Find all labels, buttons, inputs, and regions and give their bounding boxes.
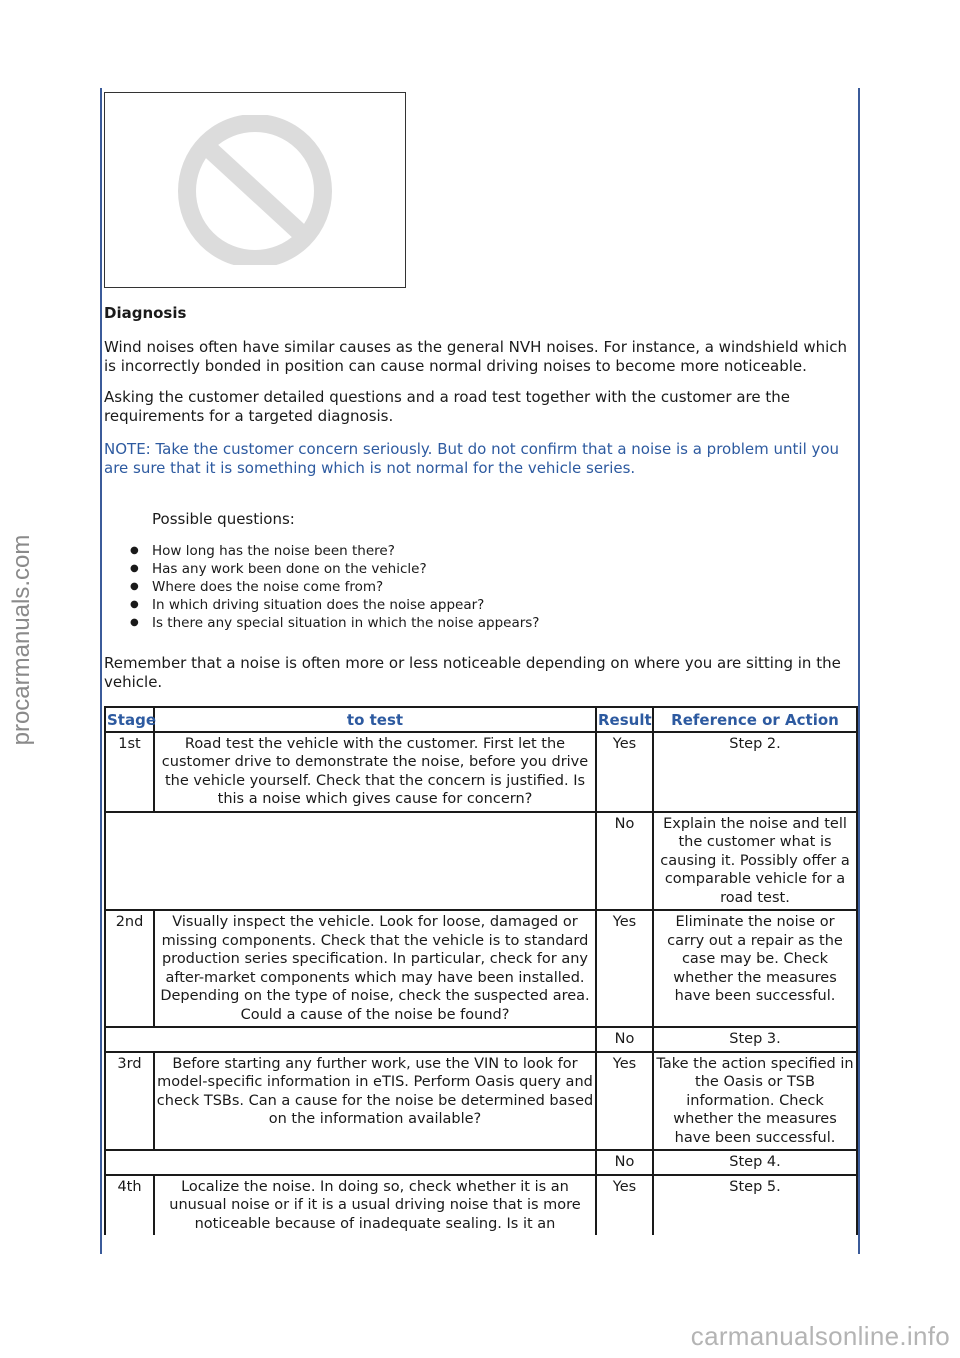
- test-cell: Before starting any further work, use the VIN to look for model-specific information in eTIS. Perform Oasis query and check TSBs. Can a cause for the noise be determined based on the information available?: [154, 1052, 596, 1151]
- table-header-row: [105, 707, 857, 732]
- table-row: [105, 732, 857, 812]
- list-item: ● Has any work been done on the vehicle?: [152, 560, 856, 578]
- action-cell: Eliminate the noise or carry out a repair as the case may be. Check whether the measures have been successful.: [653, 910, 857, 1027]
- header-result: Result: [596, 707, 653, 732]
- table-row: [105, 1052, 857, 1151]
- test-cell: Visually inspect the vehicle. Look for loose, damaged or missing components. Check that the vehicle is to standard production series specification. In particular, check for any after-market components which may have been installed. Depending on the type of noise, check the suspected area. Could a cause of the noise be found?: [154, 910, 596, 1027]
- list-item: ● Is there any special situation in which the noise appears?: [152, 614, 856, 632]
- side-watermark-text: procarmanuals.com: [8, 534, 35, 746]
- table-row: [105, 1175, 857, 1236]
- stage-cell: 3rd: [105, 1052, 154, 1151]
- list-item: ● Where does the noise come from?: [152, 578, 856, 596]
- prohibited-placeholder-icon: [145, 115, 365, 265]
- test-cell: Road test the vehicle with the customer. First let the customer drive to demonstrate the noise, before you drive the vehicle yourself. Check that the concern is justified. Is this a noise which gives cause for concern?: [154, 732, 596, 812]
- table-row: [105, 1150, 857, 1175]
- header-stage: Stage: [105, 707, 154, 732]
- image-placeholder: [104, 92, 406, 288]
- empty-cell: [105, 1150, 596, 1175]
- table-row: [105, 812, 857, 911]
- stage-cell: 4th: [105, 1175, 154, 1236]
- right-frame-line: [858, 88, 860, 1254]
- stage-cell: 2nd: [105, 910, 154, 1027]
- requirements-paragraph: Asking the customer detailed questions and a road test together with the customer are the requirements for a targeted diagnosis.: [104, 388, 790, 425]
- remember-paragraph: Remember that a noise is often more or less noticeable depending on where you are sitting in the vehicle.: [104, 654, 841, 691]
- intro-paragraph: Wind noises often have similar causes as the general NVH noises. For instance, a windshield which is incorrectly bonded in position can cause normal driving noises to become more noticeable.: [104, 338, 848, 375]
- side-watermark: [4, 534, 44, 746]
- diagnosis-table: [104, 706, 858, 1235]
- bottom-watermark: carmanualsonline.info: [690, 1321, 950, 1351]
- table-row: [105, 1027, 857, 1052]
- header-to-test: to test: [154, 707, 596, 732]
- document-content: [104, 92, 856, 1235]
- result-cell: No: [596, 1150, 653, 1175]
- result-cell: No: [596, 812, 653, 911]
- action-cell: Take the action specified in the Oasis or TSB information. Check whether the measures have been successful.: [653, 1052, 857, 1151]
- result-cell: Yes: [596, 910, 653, 1027]
- result-cell: Yes: [596, 732, 653, 812]
- action-cell: Step 2.: [653, 732, 857, 812]
- note-paragraph: NOTE: Take the customer concern seriously. But do not confirm that a noise is a problem until you are sure that it is something which is not normal for the vehicle series.: [104, 440, 840, 477]
- header-action: Reference or Action: [653, 707, 857, 732]
- action-cell: Step 5.: [653, 1175, 857, 1236]
- result-cell: Yes: [596, 1052, 653, 1151]
- result-cell: Yes: [596, 1175, 653, 1236]
- empty-cell: [105, 812, 596, 911]
- empty-cell: [105, 1027, 596, 1052]
- action-cell: Explain the noise and tell the customer what is causing it. Possibly offer a comparable vehicle for a road test.: [653, 812, 857, 911]
- test-cell: Localize the noise. In doing so, check whether it is an unusual noise or if it is a usual driving noise that is more noticeable because of inadequate sealing. Is it an: [154, 1175, 596, 1236]
- table-row: [105, 910, 857, 1027]
- section-heading: Diagnosis: [104, 304, 187, 322]
- action-cell: Step 3.: [653, 1027, 857, 1052]
- list-item: ● In which driving situation does the noise appear?: [152, 596, 856, 614]
- stage-cell: 1st: [105, 732, 154, 812]
- left-frame-line: [100, 88, 102, 1254]
- questions-list: [104, 542, 856, 632]
- questions-intro: Possible questions:: [152, 510, 295, 528]
- action-cell: Step 4.: [653, 1150, 857, 1175]
- list-item: ● How long has the noise been there?: [152, 542, 856, 560]
- result-cell: No: [596, 1027, 653, 1052]
